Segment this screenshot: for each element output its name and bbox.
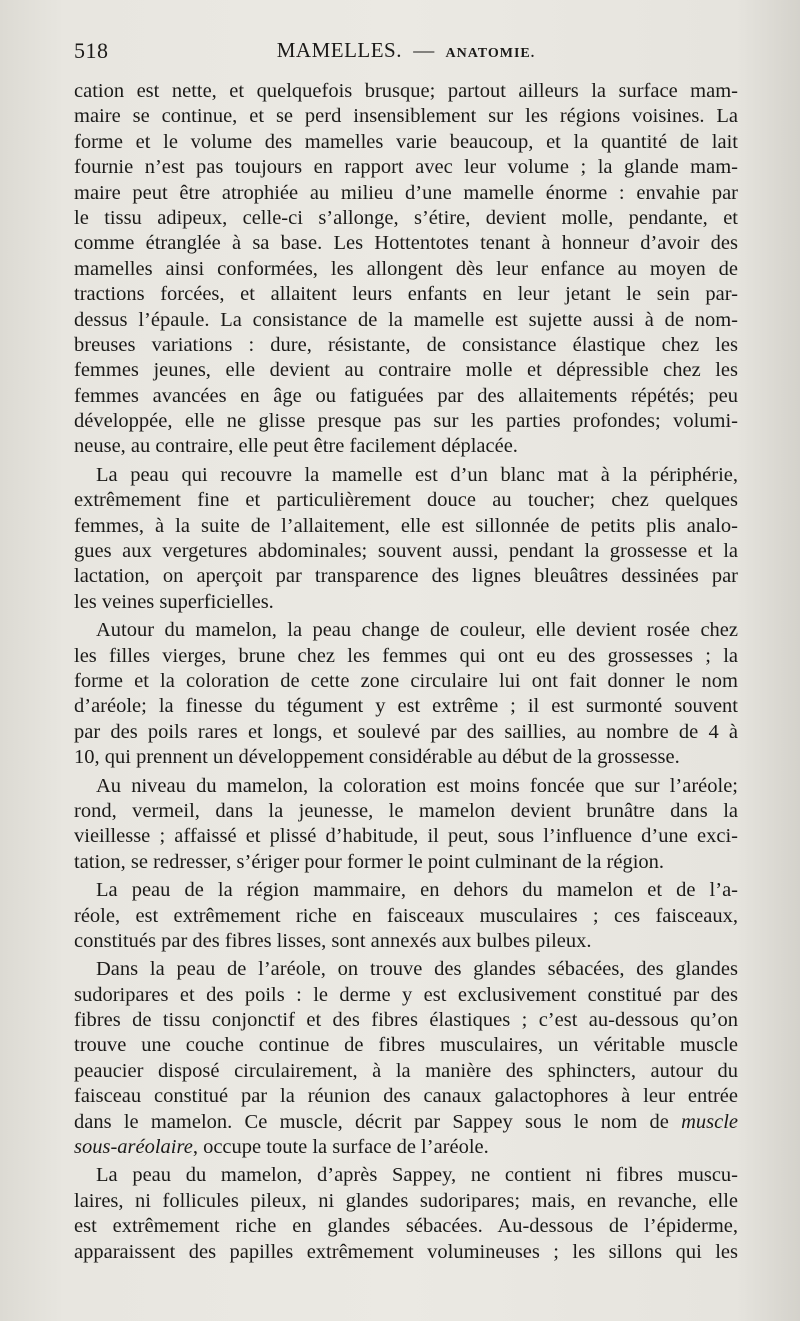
text-line: femmes jeunes, elle devient au contraire molle et dépressible chez les [74, 359, 738, 382]
text-line: sudoripares et des poils : le derme y est exclusivement constitué par des [74, 983, 738, 1006]
text-line: breuses variations : dure, résistante, de consistance élastique chez les [74, 333, 738, 356]
text-line: lactation, on aperçoit par transparence des lignes bleuâtres dessinées par [74, 565, 738, 588]
text-line: maire se continue, et se perd insensiblement sur les régions voisines. La [74, 105, 738, 128]
text-line: extrêmement fine et particulièrement douce au toucher; chez quelques [74, 489, 738, 512]
text-line: forme et le volume des mamelles varie beaucoup, et la quantité de lait [74, 130, 738, 153]
text-line: La peau de la région mammaire, en dehors du mamelon et de l’a- [96, 879, 738, 902]
paragraph-1 [74, 79, 738, 460]
text-line: rond, vermeil, dans la jeunesse, le mamelon devient brunâtre dans la [74, 799, 738, 822]
running-title-sub: ANATOMIE. [445, 46, 536, 61]
text-line: maire peut être atrophiée au milieu d’une mamelle énorme : envahie par [74, 181, 738, 204]
text-line: trouve une couche continue de fibres musculaires, un véritable muscle [74, 1034, 738, 1057]
paragraph-3 [74, 618, 738, 770]
paragraph-6 [74, 957, 738, 1160]
text-line: cation est nette, et quelquefois brusque; partout ailleurs la surface mam- [74, 80, 738, 102]
body-text [74, 79, 738, 1265]
running-title [74, 38, 738, 63]
text-line: Dans la peau de l’aréole, on trouve des glandes sébacées, des glandes [96, 958, 738, 981]
text-line: constitués par des fibres lisses, sont annexés aux bulbes pileux. [74, 929, 592, 952]
text-line: 10, qui prennent un développement considérable au début de la grossesse. [74, 746, 680, 769]
text-line: d’aréole; la finesse du tégument y est extrême ; il est surmonté souvent [74, 695, 738, 718]
page-header [74, 38, 738, 74]
text-line: comme étranglée à sa base. Les Hottentotes tenant à honneur d’avoir des [74, 232, 738, 255]
text-line: Au niveau du mamelon, la coloration est moins foncée que sur l’aréole; [96, 774, 738, 797]
text-line: peaucier disposé circulairement, à la manière des sphincters, autour du [74, 1059, 738, 1082]
text-line: apparaissent des papilles extrêmement volumineuses ; les sillons qui les [74, 1240, 738, 1263]
text-line: vieillesse ; affaissé et plissé d’habitude, il peut, sous l’influence d’une exci- [74, 825, 738, 848]
text-line: laires, ni follicules pileux, ni glandes sudoripares; mais, en revanche, elle [74, 1189, 738, 1212]
running-title-dash: — [413, 38, 435, 62]
text-line: La peau du mamelon, d’après Sappey, ne contient ni fibres muscu- [96, 1164, 738, 1187]
text-line: sous-aréolaire, occupe toute la surface de l’aréole. [74, 1136, 489, 1159]
paragraph-4 [74, 774, 738, 876]
paragraph-7 [74, 1163, 738, 1265]
text-line: dans le mamelon. Ce muscle, décrit par Sappey sous le nom de muscle [74, 1110, 738, 1133]
italic-term: sous-aréolaire [74, 1136, 193, 1159]
paragraph-2 [74, 463, 738, 615]
text-line: forme et la coloration de cette zone circulaire lui ont fait donner le nom [74, 669, 738, 692]
text-line: femmes, à la suite de l’allaitement, elle est sillonnée de petits plis analo- [74, 514, 738, 537]
text-line: les filles vierges, brune chez les femmes qui ont eu des grossesses ; la [74, 644, 738, 667]
text-line: est extrêmement riche en glandes sébacées. Au-dessous de l’épiderme, [74, 1215, 738, 1238]
text-line: faisceau constitué par la réunion des canaux galactophores à leur entrée [74, 1085, 738, 1108]
text-line: par des poils rares et longs, et soulevé par des saillies, au nombre de 4 à [74, 720, 738, 743]
text-line: dessus l’épaule. La consistance de la mamelle est sujette aussi à de nom- [74, 308, 738, 331]
paragraph-5 [74, 878, 738, 954]
text-line: tractions forcées, et allaitent leurs enfants en leur jetant le sein par- [74, 283, 738, 306]
text-line: neuse, au contraire, elle peut être facilement déplacée. [74, 435, 518, 458]
text-line: Autour du mamelon, la peau change de couleur, elle devient rosée chez [96, 619, 738, 642]
italic-term: muscle [681, 1110, 738, 1133]
page-number: 518 [74, 38, 109, 63]
text-line: le tissu adipeux, celle-ci s’allonge, s’étire, devient molle, pendante, et [74, 206, 738, 229]
text-line: mamelles ainsi conformées, les allongent dès leur enfance au moyen de [74, 257, 738, 280]
text-line: gues aux vergetures abdominales; souvent aussi, pendant la grossesse et la [74, 540, 738, 563]
text-line: femmes avancées en âge ou fatiguées par des allaitements répétés; peu [74, 384, 738, 407]
text-line: les veines superficielles. [74, 590, 274, 613]
text-line: développée, elle ne glisse presque pas sur les parties profondes; volumi- [74, 410, 738, 433]
text-line: La peau qui recouvre la mamelle est d’un blanc mat à la périphérie, [96, 463, 738, 486]
text-line: réole, est extrêmement riche en faisceaux musculaires ; ces faisceaux, [74, 904, 738, 927]
running-title-main: MAMELLES. [276, 38, 402, 62]
text-line: tation, se redresser, s’ériger pour former le point culminant de la région. [74, 850, 665, 873]
text-line: fibres de tissu conjonctif et des fibres élastiques ; c’est au-dessous qu’on [74, 1009, 738, 1032]
text-line: fournie n’est pas toujours en rapport avec leur volume ; la glande mam- [74, 156, 738, 179]
